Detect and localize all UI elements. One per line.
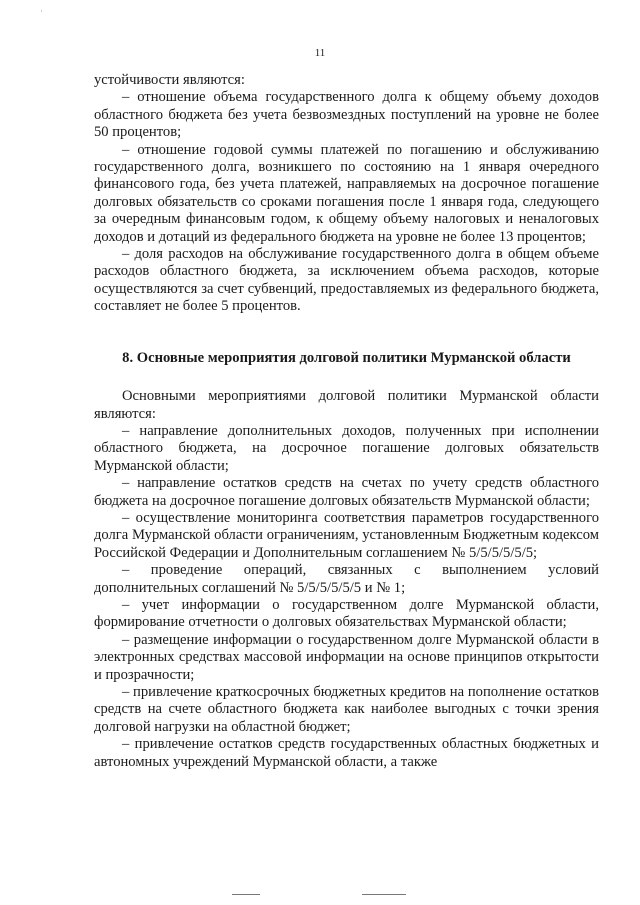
list-item: – проведение операций, связанных с выполнением условий дополнительных соглашений № 5/5/5/5/5/5 и № 1; — [94, 562, 599, 596]
paragraph-payments-ratio: – отношение годовой суммы платежей по погашению и обслуживанию государственного долга, возникшего по состоянию на 1 января очередного финансового года, без учета платежей, направляемых на досрочное погашение долговых обязательств со сроками погашения после 1 января года, следующего за очередным финансовым годом, к общему объему налоговых и неналоговых доходов и дотаций из федерального бюджета на уровне не более 13 процентов; — [94, 141, 599, 245]
scan-mark: · — [40, 6, 43, 16]
paragraph-debt-ratio: – отношение объема государственного долга к общему объему доходов областного бюджета без учета безвозмездных поступлений на уровне не более 50 процентов; — [94, 89, 599, 141]
section-intro: Основными мероприятиями долговой политики Мурманской области являются: — [94, 388, 599, 422]
list-item: – направление остатков средств на счетах по учету средств областного бюджета на досрочное погашение долговых обязательств Мурманской области; — [94, 475, 599, 509]
list-item: – осуществление мониторинга соответствия параметров государственного долга Мурманской области ограничениям, установленным Бюджетным кодексом Российской Федерации и Дополнительным соглашением № 5/5/5/5/5/5; — [94, 509, 599, 561]
paragraph-continuation: устойчивости являются: — [94, 72, 245, 88]
document-body — [94, 72, 599, 771]
page-number: 11 — [314, 47, 326, 59]
section-heading: 8. Основные мероприятия долговой политики Мурманской области — [122, 349, 571, 366]
list-item: – привлечение краткосрочных бюджетных кредитов на пополнение остатков средств на счете областного бюджета как наиболее выгодных с точки зрения долговой нагрузки на областной бюджет; — [94, 684, 599, 735]
list-item: – размещение информации о государственном долге Мурманской области в электронных средствах массовой информации на основе принципов открытости и прозрачности; — [94, 631, 599, 683]
paragraph-servicing-share: – доля расходов на обслуживание государственного долга в общем объеме расходов областного бюджета, за исключением объема расходов, которые осуществляются за счет субвенций, предоставляемых из федерального бюджета, составляет не более 5 процентов. — [94, 246, 599, 315]
footer-rule-left — [232, 894, 260, 895]
list-item: – привлечение остатков средств государственных областных бюджетных и автономных учреждений Мурманской области, а также — [94, 736, 599, 770]
list-item: – учет информации о государственном долге Мурманской области, формирование отчетности о долговых обязательствах Мурманской области; — [94, 596, 599, 631]
list-item: – направление дополнительных доходов, полученных при исполнении областного бюджета, на досрочное погашение долговых обязательств Мурманской области; — [94, 422, 599, 474]
footer-rule-right — [362, 894, 406, 895]
